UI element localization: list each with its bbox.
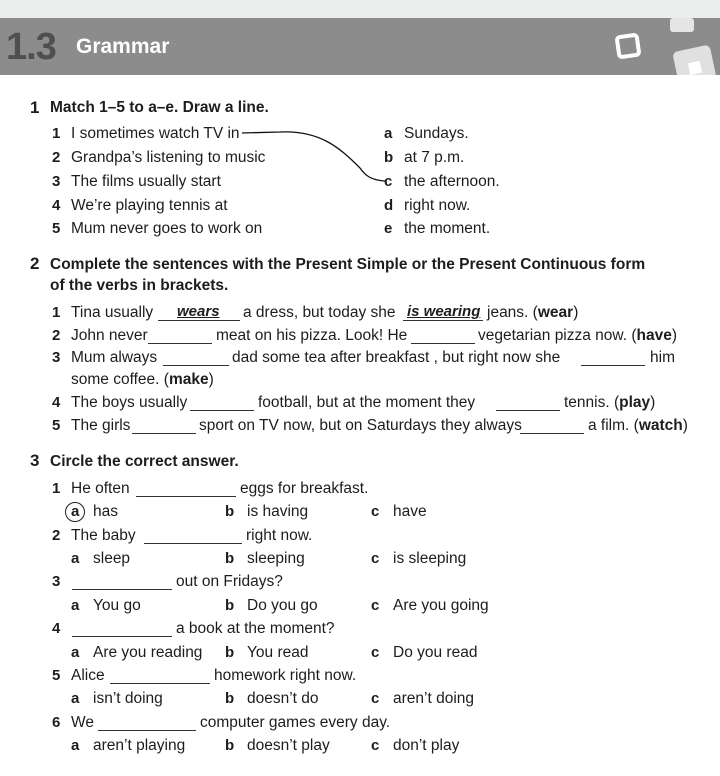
ex1-right-letter: a xyxy=(384,125,393,142)
option-letter: b xyxy=(225,550,235,567)
ex2-sentence-number: 4 xyxy=(52,394,61,411)
option-letter: c xyxy=(371,597,380,614)
answer-blank[interactable] xyxy=(411,343,475,344)
ex1-left-number: 1 xyxy=(52,125,61,142)
answer-blank[interactable] xyxy=(132,433,196,434)
ex1-left-number: 2 xyxy=(52,149,61,166)
option-letter: a xyxy=(71,597,80,614)
ex2-text: some coffee. (make) xyxy=(71,371,214,388)
filled-answer: is wearing xyxy=(407,303,481,320)
answer-blank[interactable] xyxy=(496,410,560,411)
answer-blank[interactable] xyxy=(581,365,645,366)
option-a[interactable]: Are you reading xyxy=(93,644,203,661)
option-letter: c xyxy=(371,737,380,754)
option-letter: b xyxy=(225,503,235,520)
option-letter: b xyxy=(225,690,235,707)
ex3-question-text: He often xyxy=(71,480,130,497)
ex3-question-number: 1 xyxy=(52,480,61,497)
verb-hint: make xyxy=(168,371,209,388)
ex2-text: a film. (watch) xyxy=(588,417,688,434)
option-c[interactable]: is sleeping xyxy=(393,550,467,567)
matching-line xyxy=(240,128,390,188)
ex1-right-item: right now. xyxy=(404,197,471,214)
top-strip xyxy=(0,0,720,18)
ex3-question-number: 4 xyxy=(52,620,61,637)
option-letter: a xyxy=(71,737,80,754)
ex3-question-text: computer games every day. xyxy=(200,714,391,731)
option-letter: c xyxy=(371,644,380,661)
answer-blank[interactable] xyxy=(190,410,254,411)
ex2-text: jeans. (wear) xyxy=(487,304,579,321)
option-letter: a xyxy=(71,644,80,661)
option-b[interactable]: You read xyxy=(247,644,309,661)
ex2-text: The boys usually xyxy=(71,394,188,411)
exercise-2-instruction: Complete the sentences with the Present Simple or the Present Continuous form xyxy=(50,256,646,273)
ex3-question-text: a book at the moment? xyxy=(176,620,335,637)
ex2-sentence-number: 5 xyxy=(52,417,61,434)
ex3-question-text: The baby xyxy=(71,527,136,544)
ex1-right-letter: c xyxy=(384,173,393,190)
ex3-question-text: We xyxy=(71,714,94,731)
ex3-question-text: right now. xyxy=(246,527,313,544)
ex1-left-item: Grandpa’s listening to music xyxy=(71,149,266,166)
option-b[interactable]: is having xyxy=(247,503,309,520)
option-letter: a xyxy=(71,503,80,520)
ex3-question-text: eggs for breakfast. xyxy=(240,480,369,497)
ex1-left-item: Mum never goes to work on xyxy=(71,220,263,237)
option-c[interactable]: Do you read xyxy=(393,644,478,661)
answer-blank[interactable] xyxy=(72,589,172,590)
ex2-text: meat on his pizza. Look! He xyxy=(216,327,408,344)
answer-blank[interactable] xyxy=(136,496,236,497)
option-b[interactable]: sleeping xyxy=(247,550,305,567)
exercise-3-instruction: Circle the correct answer. xyxy=(50,453,239,470)
ex1-right-item: Sundays. xyxy=(404,125,469,142)
option-b[interactable]: doesn’t do xyxy=(247,690,319,707)
ex3-question-text: Alice xyxy=(71,667,105,684)
exercise-2-number: 2 xyxy=(30,254,40,273)
ex3-question-number: 2 xyxy=(52,527,61,544)
answer-blank[interactable] xyxy=(148,343,212,344)
ex1-right-item: the afternoon. xyxy=(404,173,500,190)
ex1-right-letter: b xyxy=(384,149,394,166)
option-a[interactable]: You go xyxy=(93,597,141,614)
ex3-question-text: out on Fridays? xyxy=(176,573,283,590)
exercise-3-number: 3 xyxy=(30,451,40,470)
filled-answer: wears xyxy=(177,303,220,320)
ex2-text: sport on TV now, but on Saturdays they always xyxy=(199,417,522,434)
verb-hint: watch xyxy=(638,417,683,434)
ex2-text: a dress, but today she xyxy=(243,304,396,321)
option-a[interactable]: aren’t playing xyxy=(93,737,186,754)
ex2-text: The girls xyxy=(71,417,131,434)
option-c[interactable]: aren’t doing xyxy=(393,690,475,707)
ex3-question-text: homework right now. xyxy=(214,667,357,684)
answer-blank[interactable] xyxy=(144,543,242,544)
ex2-text: Mum always xyxy=(71,349,158,366)
verb-hint: wear xyxy=(537,304,574,321)
verb-hint: have xyxy=(636,327,672,344)
option-c[interactable]: Are you going xyxy=(393,597,489,614)
ex2-text: football, but at the moment they xyxy=(258,394,476,411)
option-letter: c xyxy=(371,690,380,707)
answer-blank[interactable] xyxy=(72,636,172,637)
ex3-question-number: 5 xyxy=(52,667,61,684)
ex1-left-number: 4 xyxy=(52,197,61,214)
option-letter: c xyxy=(371,503,380,520)
ex2-text: him xyxy=(650,349,675,366)
verb-hint: play xyxy=(619,394,651,411)
ex3-question-number: 3 xyxy=(52,573,61,590)
ex1-left-item: I sometimes watch TV in xyxy=(71,125,240,142)
ex1-right-letter: d xyxy=(384,197,394,214)
answer-blank[interactable] xyxy=(163,365,229,366)
option-c[interactable]: don’t play xyxy=(393,737,460,754)
option-a[interactable]: sleep xyxy=(93,550,131,567)
option-letter: a xyxy=(71,690,80,707)
ex3-question-number: 6 xyxy=(52,714,61,731)
answer-blank[interactable] xyxy=(110,683,210,684)
ex2-text: John never xyxy=(71,327,148,344)
exercise-1-number: 1 xyxy=(30,98,40,117)
ex2-sentence-number: 3 xyxy=(52,349,61,366)
exercise-2-instruction-line2: of the verbs in brackets. xyxy=(50,277,229,294)
answer-blank[interactable] xyxy=(98,730,196,731)
ex1-left-number: 3 xyxy=(52,173,61,190)
answer-blank[interactable] xyxy=(520,433,584,434)
ex1-left-number: 5 xyxy=(52,220,61,237)
ex2-sentence-number: 1 xyxy=(52,304,61,321)
ex1-right-letter: e xyxy=(384,220,393,237)
ex2-text: Tina usually xyxy=(71,304,154,321)
option-b[interactable]: doesn’t play xyxy=(247,737,330,754)
option-letter: b xyxy=(225,644,235,661)
ex1-left-item: We’re playing tennis at xyxy=(71,197,228,214)
option-b[interactable]: Do you go xyxy=(247,597,318,614)
section-number: 1.3 xyxy=(6,26,56,68)
ex2-text: dad some tea after breakfast , but right now she xyxy=(232,349,561,366)
option-letter: c xyxy=(371,550,380,567)
option-letter: a xyxy=(71,550,80,567)
option-c[interactable]: have xyxy=(393,503,427,520)
ex2-text: vegetarian pizza now. (have) xyxy=(478,327,678,344)
exercise-1-instruction: Match 1–5 to a–e. Draw a line. xyxy=(50,99,269,116)
option-letter: b xyxy=(225,737,235,754)
ex1-right-item: at 7 p.m. xyxy=(404,149,465,166)
ex2-sentence-number: 2 xyxy=(52,327,61,344)
ex2-text: tennis. (play) xyxy=(564,394,656,411)
option-a[interactable]: isn’t doing xyxy=(93,690,163,707)
option-letter: b xyxy=(225,597,235,614)
ex1-right-item: the moment. xyxy=(404,220,491,237)
section-title: Grammar xyxy=(76,35,170,58)
option-a[interactable]: has xyxy=(93,503,118,520)
ex1-left-item: The films usually start xyxy=(71,173,221,190)
